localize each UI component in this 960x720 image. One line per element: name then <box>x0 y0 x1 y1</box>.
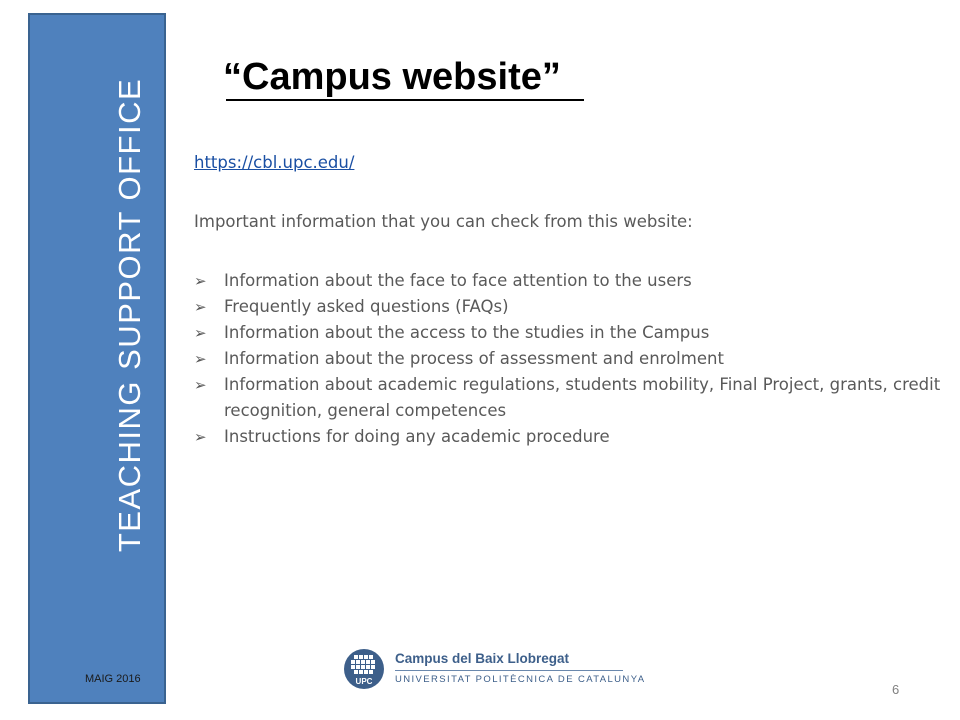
upc-logo-icon <box>343 648 385 690</box>
slide-title: “Campus website” <box>223 56 561 98</box>
arrow-bullet-icon: ➢ <box>194 272 207 290</box>
bullet-text: Information about academic regulations, students mobility, Final Project, grants, credit recognition, general competences <box>224 375 941 420</box>
list-item <box>194 268 944 294</box>
website-link[interactable]: https://cbl.upc.edu/ <box>194 153 355 172</box>
sidebar-date: MAIG 2016 <box>85 673 141 685</box>
list-item <box>194 424 944 450</box>
logo-university-name: UNIVERSITAT POLITÈCNICA DE CATALUNYA <box>395 674 646 685</box>
arrow-bullet-icon: ➢ <box>194 350 207 368</box>
arrow-bullet-icon: ➢ <box>194 428 207 446</box>
title-underline <box>226 99 584 101</box>
page-number: 6 <box>892 682 900 697</box>
bullet-text: Instructions for doing any academic procedure <box>224 427 610 446</box>
logo-divider <box>395 670 623 671</box>
arrow-bullet-icon: ➢ <box>194 324 207 342</box>
sidebar-title: TEACHING SUPPORT OFFICE <box>112 77 147 553</box>
sidebar-panel <box>28 13 166 704</box>
upc-logo <box>343 648 646 694</box>
arrow-bullet-icon: ➢ <box>194 376 207 394</box>
list-item <box>194 294 944 320</box>
intro-text: Important information that you can check from this website: <box>194 212 693 231</box>
list-item <box>194 346 944 372</box>
list-item <box>194 372 944 424</box>
logo-mark-text: UPC <box>355 677 373 686</box>
bullet-list <box>194 268 944 450</box>
arrow-bullet-icon: ➢ <box>194 298 207 316</box>
list-item <box>194 320 944 346</box>
logo-campus-name: Campus del Baix Llobregat <box>395 651 570 666</box>
bullet-text: Frequently asked questions (FAQs) <box>224 297 509 316</box>
bullet-text: Information about the face to face attention to the users <box>224 271 692 290</box>
bullet-text: Information about the access to the studies in the Campus <box>224 323 710 342</box>
bullet-text: Information about the process of assessment and enrolment <box>224 349 724 368</box>
